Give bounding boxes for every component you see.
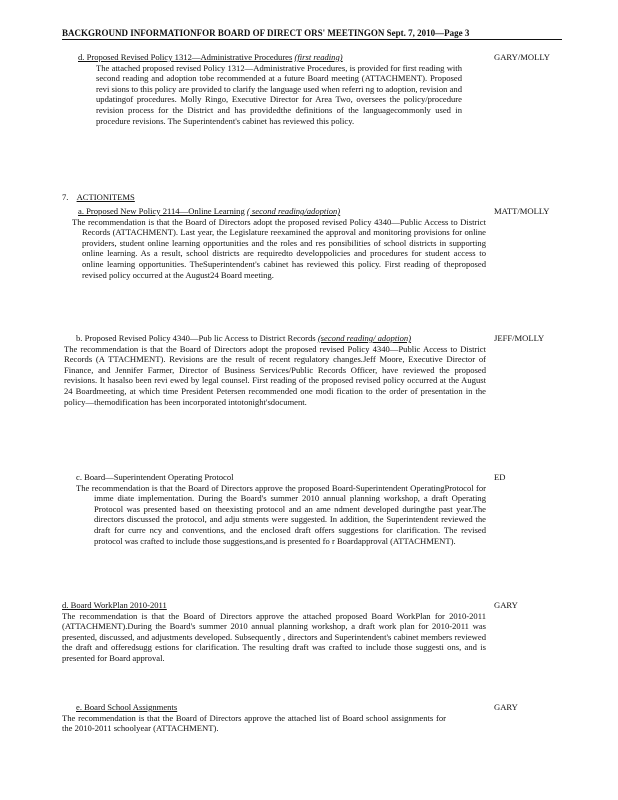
action-item-school-assignments [62, 702, 486, 734]
action-item-reading-note: (second reading/ adoption) [317, 333, 412, 343]
action-item-label: e. Board School Assignments [76, 702, 178, 712]
page-header: BACKGROUND INFORMATIONFOR BOARD OF DIRECT ORS' MEETINGON Sept. 7, 2010—Page 3 [62, 28, 562, 40]
agenda-item-policy-1312 [78, 52, 468, 126]
action-item-title [76, 472, 486, 483]
agenda-item-title [78, 52, 468, 63]
agenda-item-reading-note: (first reading) [294, 52, 343, 62]
action-item-assignee: JEFF/MOLLY [494, 333, 545, 343]
action-item-body: The recommendation is that the Board of Directors approve the attached proposed Board WorkPlan for 2010-2011 (ATTACHMENT).During the Board's summer 2010 annual planning workshop, a draft work plan for 2010-2011 was presented, discussed, and adjustments developed. Subsequently , directors and Superintendent's cabinet members reviewed the draft and offeredsugg estions for clarification. The resulting draft was crafted to include those suggesti ons, and is presented for Board approval. [62, 610, 486, 663]
action-item-title [64, 333, 486, 344]
action-item-assignee: ED [494, 472, 506, 482]
agenda-item-body: The attached proposed revised Policy 1312—Administrative Procedures, is provided for first reading with second reading and adoption tobe recommended at a future Board meeting (ATTACHMENT). Proposed revi sions to this policy are provided to clarify the language used when referri ng to adoption, revision and updatingof procedures. Molly Ringo, Executive Director for Area Two, oversees the policy/procedure revision process for the District and has providedthe definitions of the languagecommonly used in procedure revisions. The Superintendent's cabinet has reviewed this policy. [96, 62, 462, 126]
section-heading [62, 192, 135, 202]
action-item-label: d. Board WorkPlan 2010-2011 [62, 600, 167, 610]
action-item-assignee: MATT/MOLLY [494, 206, 550, 216]
agenda-item-assignee: GARY/MOLLY [494, 52, 550, 62]
action-item-online-learning [66, 206, 486, 280]
action-item-body: The recommendation is that the Board of Directors adopt the proposed revised Policy 4340—Public Access to District Records (ATTACHMENT). Last year, the Legislature reexamined the approval and monitoring provisions for online providers, student online learning opportunities and the roles and res ponsibilities of school districts in supporting online learning. As a result, school districts are requiredto developpolicies and procedures for student access to online learning opportunities. TheSuperintendent's cabinet has reviewed this policy. First reading of theproposed revised policy occurred at the August24 Board meeting. [72, 216, 486, 280]
action-item-assignee: GARY [494, 600, 518, 610]
action-item-work-plan [62, 600, 486, 664]
action-item-operating-protocol [76, 472, 486, 546]
action-item-reading-note: ( second reading/adoption) [246, 206, 341, 216]
action-item-body: The recommendation is that the Board of Directors adopt the proposed revised Policy 4340—Public Access to District Records (A TTACHMENT). Revisions are the result of recent regulatory changes.Jeff Moore, Executive Director of Finance, and Jennifer Farmer, Director of Business Services/Public Records Officer, have reviewed the proposed revisions. It hasalso been revi ewed by legal counsel. First reading of the proposed revised policy occurred at the August 24 Boardmeeting, at which time President Petersen recommended one modi fication to the order of presentation in the policy—themodification has been incorporated intotonight'sdocument. [64, 343, 486, 407]
action-item-title [66, 206, 486, 217]
action-item-label: b. Proposed Revised Policy 4340—Pub lic Access to District Records [76, 333, 316, 343]
action-item-title [62, 702, 486, 713]
section-number: 7. [62, 192, 69, 202]
section-title: ACTIONITEMS [76, 192, 135, 202]
action-item-label: c. Board—Superintendent Operating Protocol [76, 472, 234, 482]
action-item-title [62, 600, 486, 611]
action-item-label: a. Proposed New Policy 2114—Online Learning [78, 206, 245, 216]
action-item-body: The recommendation is that the Board of Directors approve the attached list of Board school assignments for the 2010-2011 schoolyear (ATTACHMENT). [62, 712, 446, 734]
action-item-body: The recommendation is that the Board of Directors approve the proposed Board-Superintendent OperatingProtocol for imme diate implementation. During the Board's summer 2010 annual planning workshop, a draft Operating Protocol was presented based on theexisting protocol and an ame ndment developed duringthe past year.The directors discussed the protocol, and adju stments were suggested. In addition, the Superintendent reviewed the draft for curre ncy and conventions, and the enclosed draft offers suggestions for clarification. The revised protocol was crafted to include those suggestions,and is presented fo r Boardapproval (ATTACHMENT). [76, 482, 486, 546]
action-item-public-records [64, 333, 486, 407]
action-item-assignee: GARY [494, 702, 518, 712]
agenda-item-label: d. Proposed Revised Policy 1312—Administrative Procedures [78, 52, 293, 62]
